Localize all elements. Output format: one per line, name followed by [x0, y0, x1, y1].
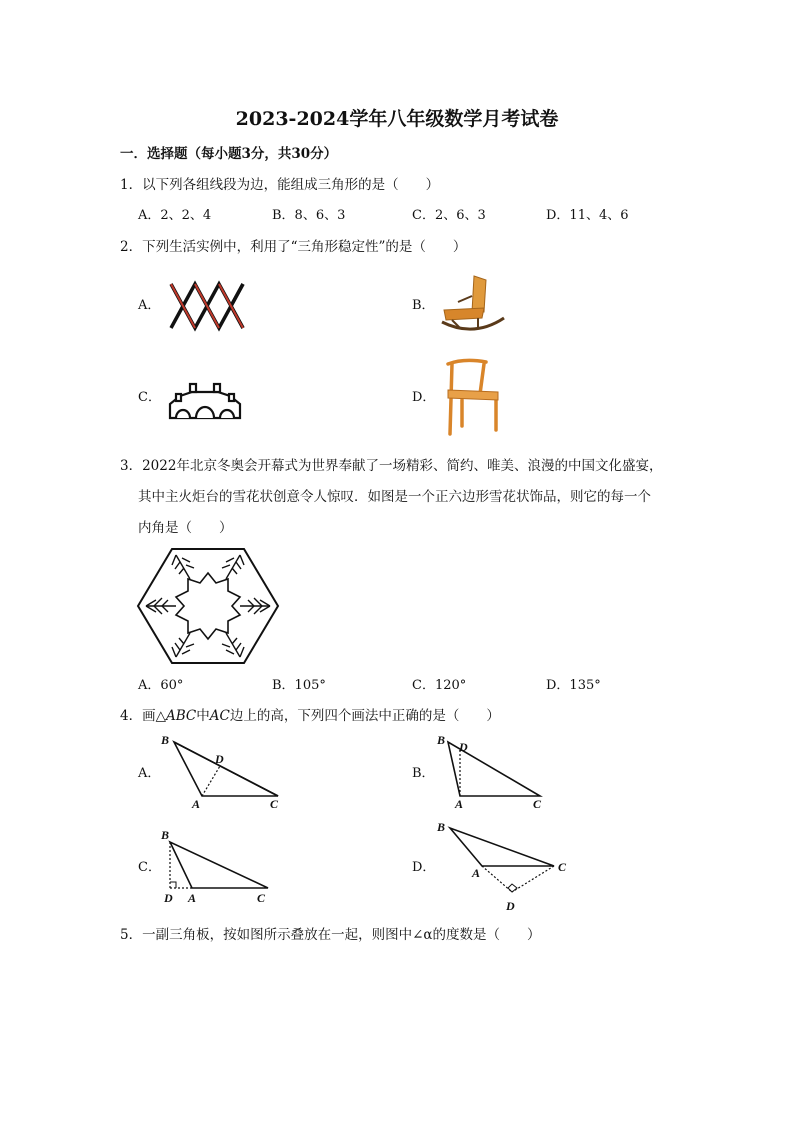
q4-figure-a — [158, 730, 288, 810]
vertex-label-d: D — [459, 740, 468, 754]
q4-option-b[interactable]: B． — [412, 766, 435, 781]
vertex-label-c: C — [270, 797, 279, 811]
q1-option-d[interactable]: D．11、4、6 — [546, 208, 629, 223]
q3-option-c[interactable]: C．120° — [412, 678, 467, 693]
question-3-stem-line-1: 3．2022年北京冬奥会开幕式为世界奉献了一场精彩、简约、唯美、浪漫的中国文化盛宴， — [120, 458, 663, 474]
vertex-label-c: C — [533, 797, 542, 811]
q4-option-c[interactable]: C． — [138, 860, 161, 875]
q4-figure-c — [158, 826, 288, 906]
vertex-label-a: A — [188, 891, 197, 905]
q2-option-d[interactable]: D． — [412, 390, 436, 405]
vertex-label-b: B — [437, 733, 446, 747]
wooden-chair-icon — [440, 356, 500, 438]
vertex-label-b: B — [437, 820, 446, 834]
lattice-fence-icon — [165, 278, 249, 334]
vertex-label-b: B — [161, 828, 170, 842]
vertex-label-c: C — [558, 860, 567, 874]
q2-option-c[interactable]: C． — [138, 390, 161, 405]
vertex-label-d: D — [215, 752, 224, 766]
q2-option-a[interactable]: A． — [138, 298, 161, 313]
section-heading: 一．选择题（每小题3分，共30分） — [120, 146, 338, 162]
q2-option-b[interactable]: B． — [412, 298, 435, 313]
q1-option-b[interactable]: B．8、6、3 — [272, 208, 346, 223]
page-title: 2023-2024学年八年级数学月考试卷 — [235, 108, 559, 130]
q1-option-a[interactable]: A．2、2、4 — [138, 208, 212, 223]
question-4-stem: 4．画△ABC中AC边上的高，下列四个画法中正确的是（ ） — [120, 708, 500, 724]
q1-option-c[interactable]: C．2、6、3 — [412, 208, 486, 223]
question-3-stem-line-2: 其中主火炬台的雪花状创意令人惊叹．如图是一个正六边形雪花状饰品，则它的每一个 — [138, 489, 651, 505]
arch-bridge-icon — [166, 378, 244, 422]
hexagon-snowflake-figure — [136, 547, 280, 665]
rocking-chair-icon — [438, 272, 508, 338]
vertex-label-c: C — [257, 891, 266, 905]
question-5-stem: 5．一副三角板，按如图所示叠放在一起，则图中∠α的度数是（ ） — [120, 927, 541, 943]
q3-option-a[interactable]: A．60° — [138, 678, 184, 693]
question-2-stem: 2．下列生活实例中，利用了“三角形稳定性”的是（ ） — [120, 239, 467, 255]
vertex-label-a: A — [455, 797, 464, 811]
vertex-label-d: D — [164, 891, 173, 905]
question-1-stem: 1．以下列各组线段为边，能组成三角形的是（ ） — [120, 177, 440, 193]
q3-option-d[interactable]: D．135° — [546, 678, 601, 693]
q4-figure-d — [432, 818, 582, 914]
vertex-label-a: A — [192, 797, 201, 811]
q3-option-b[interactable]: B．105° — [272, 678, 326, 693]
vertex-label-d: D — [506, 899, 515, 913]
q4-option-a[interactable]: A． — [138, 766, 161, 781]
question-3-stem-line-3: 内角是（ ） — [138, 520, 233, 536]
vertex-label-b: B — [161, 733, 170, 747]
q4-figure-b — [432, 730, 562, 810]
vertex-label-a: A — [472, 866, 481, 880]
q4-option-d[interactable]: D． — [412, 860, 436, 875]
